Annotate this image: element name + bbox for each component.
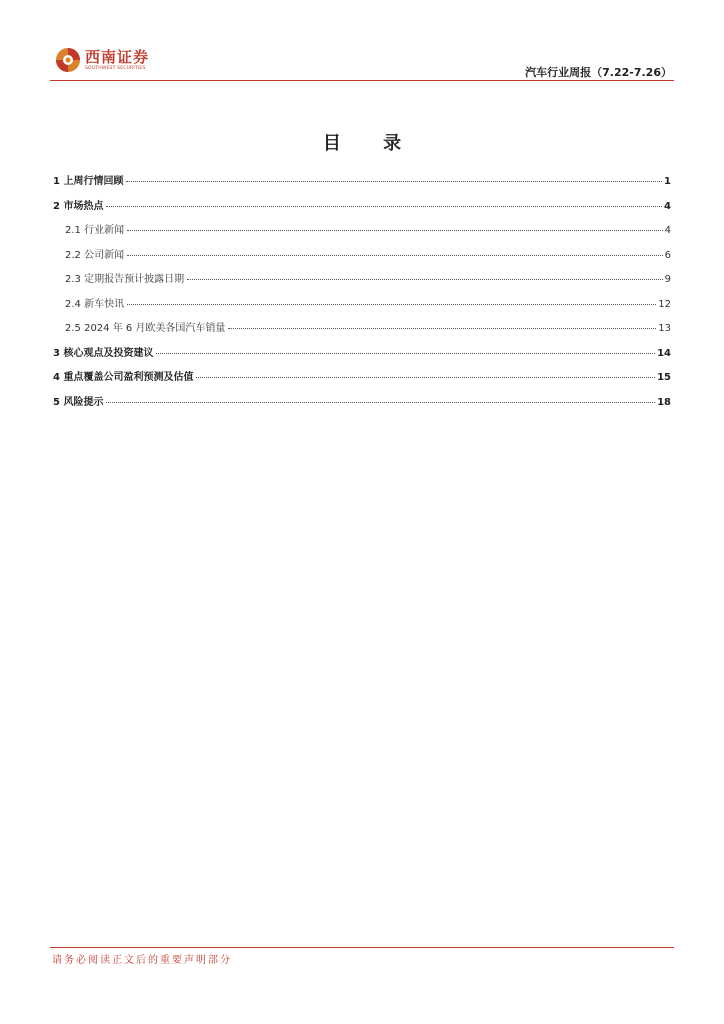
toc-entry-label: 1 上周行情回顾: [53, 176, 124, 187]
toc-entry[interactable]: [53, 393, 671, 418]
toc-entry-page: 14: [657, 347, 671, 359]
toc-entry-page: 15: [657, 372, 671, 383]
toc-leader-dots: [156, 353, 655, 354]
toc-entry-label: 2.3 定期报告预计披露日期: [65, 274, 185, 285]
company-logo: [55, 42, 149, 78]
toc-leader-dots: [127, 304, 656, 305]
logo-name-cn: 西南证券: [85, 47, 150, 66]
toc-subentry[interactable]: [53, 221, 671, 246]
toc-entry[interactable]: [53, 368, 671, 393]
toc-entry-label: 2 市场热点: [53, 200, 104, 212]
toc-entry-label: 2.1 行业新闻: [65, 225, 125, 236]
toc-entry-page: 4: [664, 200, 671, 212]
logo-mark-icon: [55, 47, 81, 73]
toc-entry[interactable]: [53, 344, 671, 369]
toc-entry-label: 2.2 公司新闻: [65, 249, 125, 261]
footer-disclaimer: 请务必阅读正文后的重要声明部分: [52, 955, 232, 966]
footer-divider: [50, 947, 674, 948]
toc-leader-dots: [106, 206, 662, 207]
toc-leader-dots: [127, 230, 663, 231]
toc-subentry[interactable]: [53, 295, 671, 320]
toc-entry[interactable]: [53, 172, 671, 197]
toc-leader-dots: [106, 402, 655, 403]
toc-entry[interactable]: [53, 197, 671, 222]
toc-entry-page: 6: [664, 249, 671, 261]
toc-entry-page: 1: [664, 176, 671, 187]
toc-entry-page: 9: [664, 274, 671, 285]
toc-entry-label: 2.4 新车快讯: [65, 298, 125, 310]
header-divider: [50, 80, 674, 81]
toc-entry-label: 4 重点覆盖公司盈利预测及估值: [53, 372, 194, 383]
page-header: [50, 40, 674, 82]
table-of-contents: [53, 172, 671, 417]
toc-leader-dots: [228, 328, 656, 329]
toc-entry-page: 13: [658, 323, 671, 334]
toc-title: 目 录: [322, 133, 420, 154]
toc-entry-label: 2.5 2024 年 6 月欧美各国汽车销量: [65, 323, 226, 334]
toc-entry-label: 3 核心观点及投资建议: [53, 347, 154, 359]
toc-leader-dots: [127, 255, 663, 256]
toc-entry-page: 18: [657, 396, 671, 408]
report-title: 汽车行业周报（7.22-7.26）: [525, 66, 672, 79]
toc-leader-dots: [126, 181, 662, 182]
toc-entry-label: 5 风险提示: [53, 396, 104, 408]
toc-subentry[interactable]: [53, 246, 671, 271]
toc-entry-page: 4: [664, 225, 671, 236]
toc-subentry[interactable]: [53, 319, 671, 344]
toc-subentry[interactable]: [53, 270, 671, 295]
logo-name-en: SOUTHWEST SECURITIES: [85, 65, 146, 71]
toc-leader-dots: [196, 377, 655, 378]
toc-leader-dots: [187, 279, 663, 280]
toc-entry-page: 12: [658, 298, 671, 310]
